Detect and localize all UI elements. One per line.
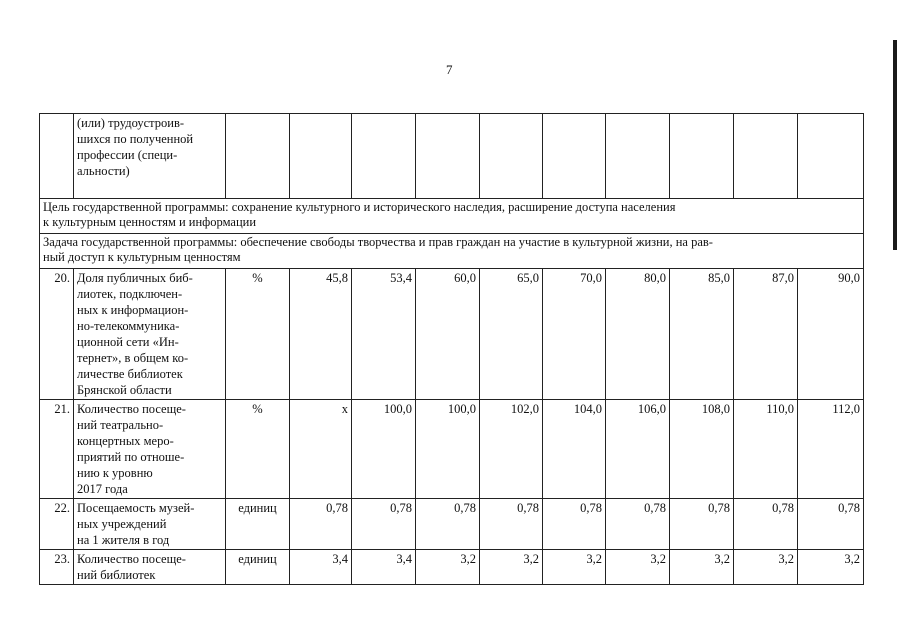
value: 70,0 bbox=[543, 269, 606, 400]
table-row bbox=[40, 400, 864, 499]
value: 3,2 bbox=[606, 550, 670, 585]
value: 0,78 bbox=[734, 499, 798, 550]
row-number: 21. bbox=[40, 400, 74, 499]
value: 65,0 bbox=[480, 269, 543, 400]
unit: единиц bbox=[226, 499, 290, 550]
value-cell bbox=[543, 114, 606, 199]
value: 85,0 bbox=[670, 269, 734, 400]
value: 3,2 bbox=[543, 550, 606, 585]
value-cell bbox=[670, 114, 734, 199]
value: 0,78 bbox=[416, 499, 480, 550]
value: 104,0 bbox=[543, 400, 606, 499]
row-number: 20. bbox=[40, 269, 74, 400]
scan-edge-mark bbox=[893, 40, 897, 250]
row-number: 22. bbox=[40, 499, 74, 550]
task-row bbox=[40, 234, 864, 269]
value: 90,0 bbox=[798, 269, 864, 400]
indicator-name: (или) трудоустроив- шихся по полученной профессии (специ- альности) bbox=[77, 116, 194, 178]
value: 45,8 bbox=[290, 269, 352, 400]
unit: % bbox=[226, 400, 290, 499]
value: 3,2 bbox=[734, 550, 798, 585]
value: 80,0 bbox=[606, 269, 670, 400]
value: 53,4 bbox=[352, 269, 416, 400]
table-row-continued bbox=[40, 114, 864, 199]
table-row bbox=[40, 499, 864, 550]
value-cell bbox=[798, 114, 864, 199]
value: 102,0 bbox=[480, 400, 543, 499]
value: 108,0 bbox=[670, 400, 734, 499]
goal-row bbox=[40, 199, 864, 234]
value: 110,0 bbox=[734, 400, 798, 499]
value: x bbox=[290, 400, 352, 499]
value-cell bbox=[606, 114, 670, 199]
table-row bbox=[40, 550, 864, 585]
unit: % bbox=[226, 269, 290, 400]
indicator-name: Доля публичных биб- лиотек, подключен- ных к информацион- но-телекоммуника- ционной сети «Ин- тернет», в общем ко- личестве библиотек Брянской области bbox=[74, 269, 226, 400]
value-cell bbox=[734, 114, 798, 199]
value: 60,0 bbox=[416, 269, 480, 400]
value: 0,78 bbox=[352, 499, 416, 550]
value-cell bbox=[352, 114, 416, 199]
unit-cell bbox=[226, 114, 290, 199]
page-number: 7 bbox=[446, 62, 453, 77]
value: 106,0 bbox=[606, 400, 670, 499]
value: 3,2 bbox=[480, 550, 543, 585]
value: 100,0 bbox=[352, 400, 416, 499]
value-cell bbox=[290, 114, 352, 199]
value: 0,78 bbox=[606, 499, 670, 550]
row-number-cell bbox=[40, 114, 74, 199]
value-cell bbox=[416, 114, 480, 199]
value: 0,78 bbox=[290, 499, 352, 550]
program-task: Задача государственной программы: обеспечение свободы творчества и прав граждан на участие в культурной жизни, на рав- ный доступ к культурным ценностям bbox=[40, 234, 864, 269]
value: 0,78 bbox=[670, 499, 734, 550]
value: 3,2 bbox=[670, 550, 734, 585]
row-number: 23. bbox=[40, 550, 74, 585]
value: 87,0 bbox=[734, 269, 798, 400]
table-row bbox=[40, 269, 864, 400]
indicator-name: Посещаемость музей- ных учреждений на 1 жителя в год bbox=[74, 499, 226, 550]
value: 3,2 bbox=[416, 550, 480, 585]
value: 0,78 bbox=[543, 499, 606, 550]
unit: единиц bbox=[226, 550, 290, 585]
indicator-name-cell bbox=[74, 114, 226, 199]
program-goal: Цель государственной программы: сохранение культурного и исторического наследия, расширение доступа населения к культурным ценностям и информации bbox=[40, 199, 864, 234]
value: 3,2 bbox=[798, 550, 864, 585]
indicators-table bbox=[39, 113, 864, 585]
value: 0,78 bbox=[480, 499, 543, 550]
indicator-name: Количество посеще- ний театрально- концертных меро- приятий по отноше- нию к уровню 2017 года bbox=[74, 400, 226, 499]
value-cell bbox=[480, 114, 543, 199]
value: 3,4 bbox=[290, 550, 352, 585]
value: 100,0 bbox=[416, 400, 480, 499]
value: 112,0 bbox=[798, 400, 864, 499]
value: 3,4 bbox=[352, 550, 416, 585]
value: 0,78 bbox=[798, 499, 864, 550]
indicator-name: Количество посеще- ний библиотек bbox=[74, 550, 226, 585]
